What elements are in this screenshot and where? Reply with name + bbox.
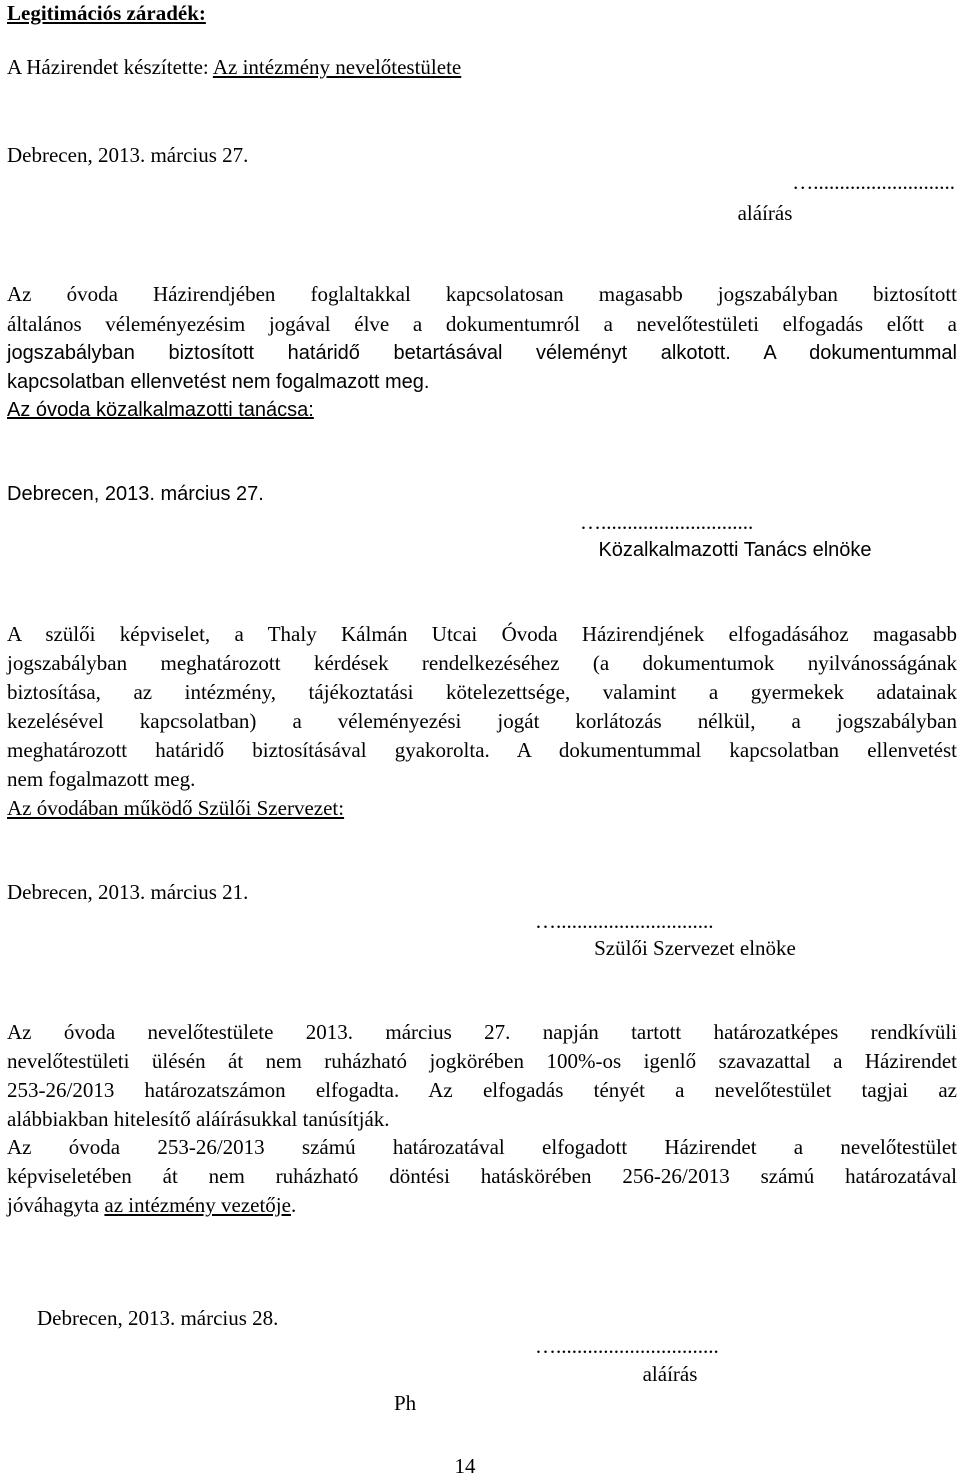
date-3: Debrecen, 2013. március 21. [7, 880, 249, 904]
author-name: Az intézmény nevelőtestülete [212, 55, 462, 79]
approval-prefix: jóváhagyta [7, 1193, 105, 1217]
signature-dots-4: …............................... [535, 1334, 719, 1358]
signature-dots-3: ….............................. [535, 909, 714, 933]
body-label-2: Az óvoda közalkalmazotti tanácsa: [7, 399, 314, 421]
signature-label-2: Közalkalmazotti Tanács elnöke [598, 539, 872, 561]
s2-line-4: kapcsolatban ellenvetést nem fogalmazott meg. [7, 371, 430, 393]
s2-line-1: Az óvoda Házirendjében foglaltakkal kapcsolatosan magasabb jogszabályban biztosított [7, 282, 957, 306]
s3-line-2: jogszabályban meghatározott kérdések rendelkezéséhez (a dokumentumok nyilvánosságának [7, 651, 957, 675]
page-number: 14 [454, 1454, 476, 1478]
s3-line-5: meghatározott határidő biztosításával gyakorolta. A dokumentummal kapcsolatban ellenvetést [7, 738, 957, 762]
body-label-3: Az óvodában működő Szülői Szervezet: [7, 796, 345, 820]
heading: Legitimációs záradék: [7, 1, 206, 25]
signature-label-3: Szülői Szervezet elnöke [594, 936, 796, 960]
approval-suffix: . [290, 1193, 297, 1217]
signature-label-4: aláírás [642, 1362, 698, 1386]
signature-dots-2: …............................. [580, 510, 754, 534]
s4-line-5: Az óvoda 253-26/2013 számú határozatával elfogadott Házirendet a nevelőtestület [7, 1135, 957, 1159]
approval-head: az intézmény vezetője [104, 1193, 291, 1217]
author-line [7, 57, 461, 78]
s4-line-4: alábbiakban hitelesítő aláírásukkal tanúsítják. [7, 1107, 390, 1131]
s4-line-7 [7, 1195, 296, 1216]
date-1: Debrecen, 2013. március 27. [7, 143, 249, 167]
date-4: Debrecen, 2013. március 28. [37, 1306, 279, 1330]
stamp-placeholder: Ph [394, 1391, 417, 1415]
s3-line-4: kezelésével kapcsolatban) a véleményezési jogát korlátozás nélkül, a jogszabályban [7, 709, 957, 733]
s2-line-3: jogszabályban biztosított határidő betartásával véleményt alkotott. A dokumentummal [7, 342, 957, 364]
s3-line-3: biztosítása, az intézmény, tájékoztatási kötelezettsége, valamint a gyermekek adatainak [7, 680, 957, 704]
s4-line-3: 253-26/2013 határozatszámon elfogadta. Az elfogadás tényét a nevelőtestület tagjai az [7, 1078, 957, 1102]
s4-line-6: képviseletében át nem ruházható döntési hatáskörében 256-26/2013 számú határozatával [7, 1164, 957, 1188]
s2-line-2: általános véleményezésim jogával élve a dokumentumról a nevelőtestületi elfogadás előtt a [7, 312, 957, 336]
s4-line-2: nevelőtestületi ülésén át nem ruházható jogkörében 100%-os igenlő szavazattal a Házirendet [7, 1049, 957, 1073]
author-prefix: A Házirendet készítette: [7, 55, 213, 79]
date-2: Debrecen, 2013. március 27. [7, 483, 264, 505]
s3-line-6: nem fogalmazott meg. [7, 767, 196, 791]
s3-line-1: A szülői képviselet, a Thaly Kálmán Utcai Óvoda Házirendjének elfogadásához magasabb [7, 622, 957, 646]
signature-label-1: aláírás [737, 201, 793, 225]
s4-line-1: Az óvoda nevelőtestülete 2013. március 27. napján tartott határozatképes rendkívüli [7, 1020, 957, 1044]
signature-dots-1: …........................... [792, 170, 955, 194]
